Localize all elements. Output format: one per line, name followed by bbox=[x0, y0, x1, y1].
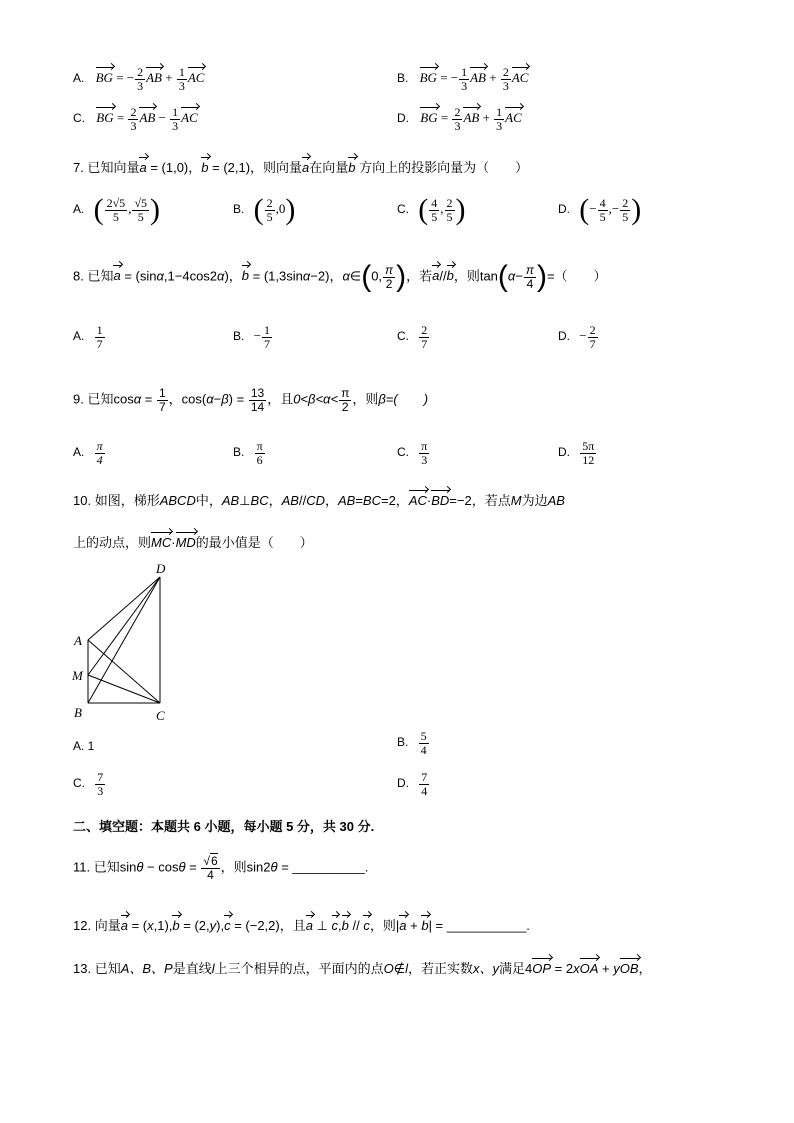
point-b-label: B bbox=[74, 705, 82, 720]
q11-stem: 11. 已知sinθ − cosθ = $\frac{√6}{4}$ ，则sin2θ = __________. bbox=[73, 854, 369, 882]
answer-blank[interactable]: ___________ bbox=[446, 918, 527, 933]
q10-option-a: A. 1 bbox=[73, 739, 95, 753]
q8-stem: 8. 已知a = (sinα,1−4cos2α)，b = (1,3sinα−2)，α∈(0, $\frac{\pi}{2}$ )，若a//b，则tan(α− $\frac{\pi}{4}$ )=（ ） bbox=[73, 260, 607, 293]
option-label: D. bbox=[397, 111, 409, 126]
q7-stem: 7. 已知向量a = (1,0)，b = (2,1)，则向量a在向量b 方向上的投影向量为（ ） bbox=[73, 160, 529, 175]
option-label: A. bbox=[73, 71, 85, 86]
q9-option-a: A. $\frac{\pi}{4}$ bbox=[73, 439, 103, 467]
q9-option-c: C. $\frac{\pi}{3}$ bbox=[397, 439, 428, 467]
q7-option-a: A. ( $\frac{2√5}{5}$ , $\frac{√5}{5}$ ) bbox=[73, 193, 161, 226]
answer-blank[interactable]: __________ bbox=[292, 859, 365, 875]
q9-option-d: D. $\frac{5\pi}{12}$ bbox=[558, 439, 595, 467]
q6-option-c: C. BG = $\frac{2}{3}$ AB − $\frac{1}{3}$ AC bbox=[73, 105, 198, 133]
point-m-label: M bbox=[72, 668, 83, 683]
q7-option-d: D. (− $\frac{4}{5}$ ,− $\frac{2}{5}$ ) bbox=[558, 193, 642, 226]
trapezoid-figure bbox=[60, 560, 190, 730]
q7-option-b: B. ( $\frac{2}{5}$ ,0) bbox=[233, 193, 296, 226]
q12-stem: 12. 向量a = (x,1),b = (2,y),c = (−2,2)，且a ⊥ c,b // c，则|a + b| = ___________. bbox=[73, 918, 530, 933]
section-heading: 二、填空题：本题共 6 小题，每小题 5 分，共 30 分. bbox=[73, 819, 375, 834]
q6-option-d: D. BG = $\frac{2}{3}$ AB + $\frac{1}{3}$ AC bbox=[397, 105, 522, 133]
q10-stem-line2: 上的动点，则MC·MD的最小值是（ ） bbox=[73, 535, 313, 550]
point-c-label: C bbox=[156, 708, 165, 723]
q6-option-a: A. BG = − $\frac{2}{3}$ AB + $\frac{1}{3}$ AC bbox=[73, 65, 205, 93]
option-label: B. bbox=[397, 71, 409, 86]
point-a-label: A bbox=[74, 633, 82, 648]
q7-option-c: C. ( $\frac{4}{5}$ , $\frac{2}{5}$ ) bbox=[397, 193, 466, 226]
point-d-label: D bbox=[156, 561, 166, 576]
q13-stem: 13. 已知A、B、P是直线l上三个相异的点，平面内的点O∉l，若正实数x、y满足4OP = 2xOA + yOB， bbox=[73, 961, 652, 976]
q9-stem: 9. 已知cosα = $\frac{1}{7}$ ，cos(α−β) = $\frac{13}{14}$ ，且0<β<α< $\frac{\pi}{2}$ ，则β=( ) bbox=[73, 386, 429, 414]
q8-option-d: D. − $\frac{2}{7}$ bbox=[558, 323, 596, 351]
q8-option-b: B. − $\frac{1}{7}$ bbox=[233, 323, 270, 351]
q10-stem-line1: 10. 如图，梯形ABCD中，AB⊥BC，AB//CD，AB=BC=2，AC·BD=−2，若点M为边AB bbox=[73, 493, 565, 508]
q10-option-b: B. $\frac{5}{4}$ bbox=[397, 729, 427, 757]
q6-option-b: B. BG = − $\frac{1}{3}$ AB + $\frac{2}{3}$ AC bbox=[397, 65, 529, 93]
q10-option-d: D. $\frac{7}{4}$ bbox=[397, 770, 428, 798]
q8-option-c: C. $\frac{2}{7}$ bbox=[397, 323, 428, 351]
q9-option-b: B. $\frac{\pi}{6}$ bbox=[233, 439, 263, 467]
option-label: C. bbox=[73, 111, 85, 126]
q8-option-a: A. $\frac{1}{7}$ bbox=[73, 323, 103, 351]
q10-option-c: C. $\frac{7}{3}$ bbox=[73, 770, 104, 798]
